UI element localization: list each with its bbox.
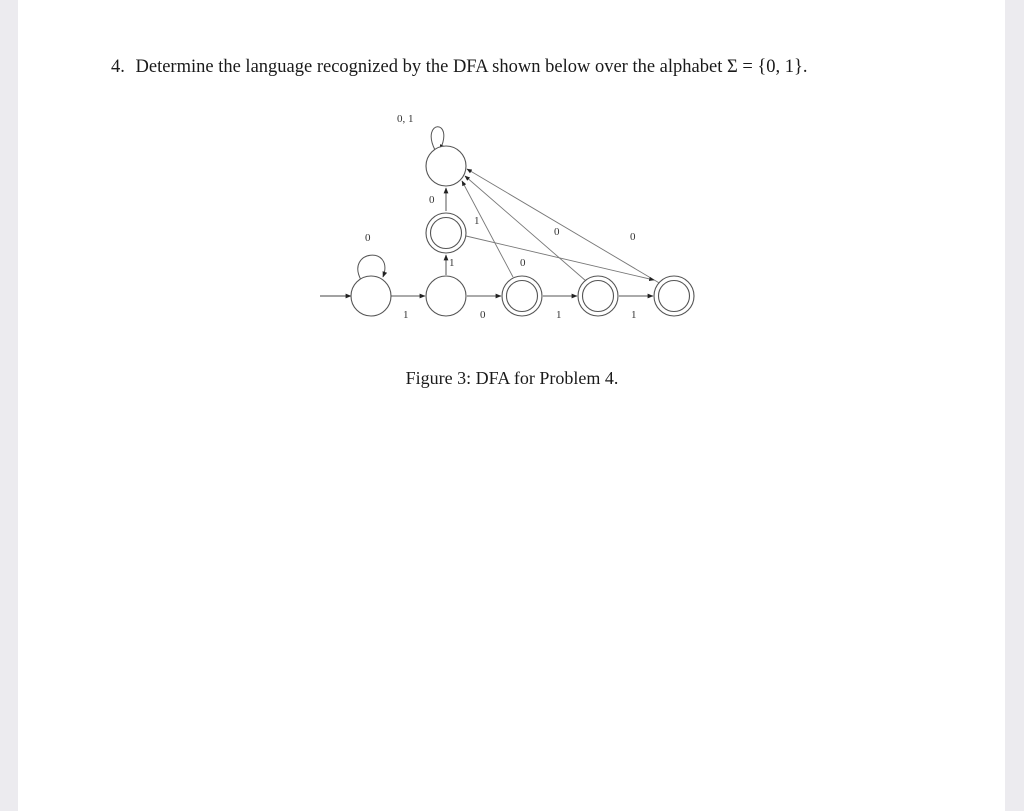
- dfa-diagram: [300, 100, 700, 330]
- label-edge-s3-dead: 0: [554, 226, 560, 238]
- dfa-figure: [300, 100, 700, 330]
- problem-statement: [111, 57, 971, 78]
- label-edge-s2-s3: 1: [556, 309, 562, 321]
- state-s2: [502, 276, 542, 316]
- edge-s4-dead: [467, 169, 661, 284]
- state-start: [351, 276, 391, 316]
- label-loop-dead: 0, 1: [397, 113, 414, 125]
- label-edge-s4-dead: 0: [630, 231, 636, 243]
- state-s3: [578, 276, 618, 316]
- problem-text: Determine the language recognized by the DFA shown below over the alphabet Σ = {0, 1}.: [135, 57, 808, 77]
- state-dead: [426, 146, 466, 186]
- label-edge-s1-s2: 0: [480, 309, 486, 321]
- label-loop-start: 0: [365, 232, 371, 244]
- label-edge-s3-s4: 1: [631, 309, 637, 321]
- label-edge-s0-s1: 1: [403, 309, 409, 321]
- state-s1: [426, 276, 466, 316]
- edge-s5-s4: [466, 236, 654, 280]
- problem-number: 4.: [111, 57, 125, 77]
- label-edge-s2-dead: 0: [520, 257, 526, 269]
- label-edge-s5-s4: 1: [474, 215, 480, 227]
- label-edge-s1-s5: 1: [449, 257, 455, 269]
- figure-caption: Figure 3: DFA for Problem 4.: [405, 368, 619, 388]
- state-s5: [426, 213, 466, 253]
- label-edge-s5-dead: 0: [429, 194, 435, 206]
- state-s4: [654, 276, 694, 316]
